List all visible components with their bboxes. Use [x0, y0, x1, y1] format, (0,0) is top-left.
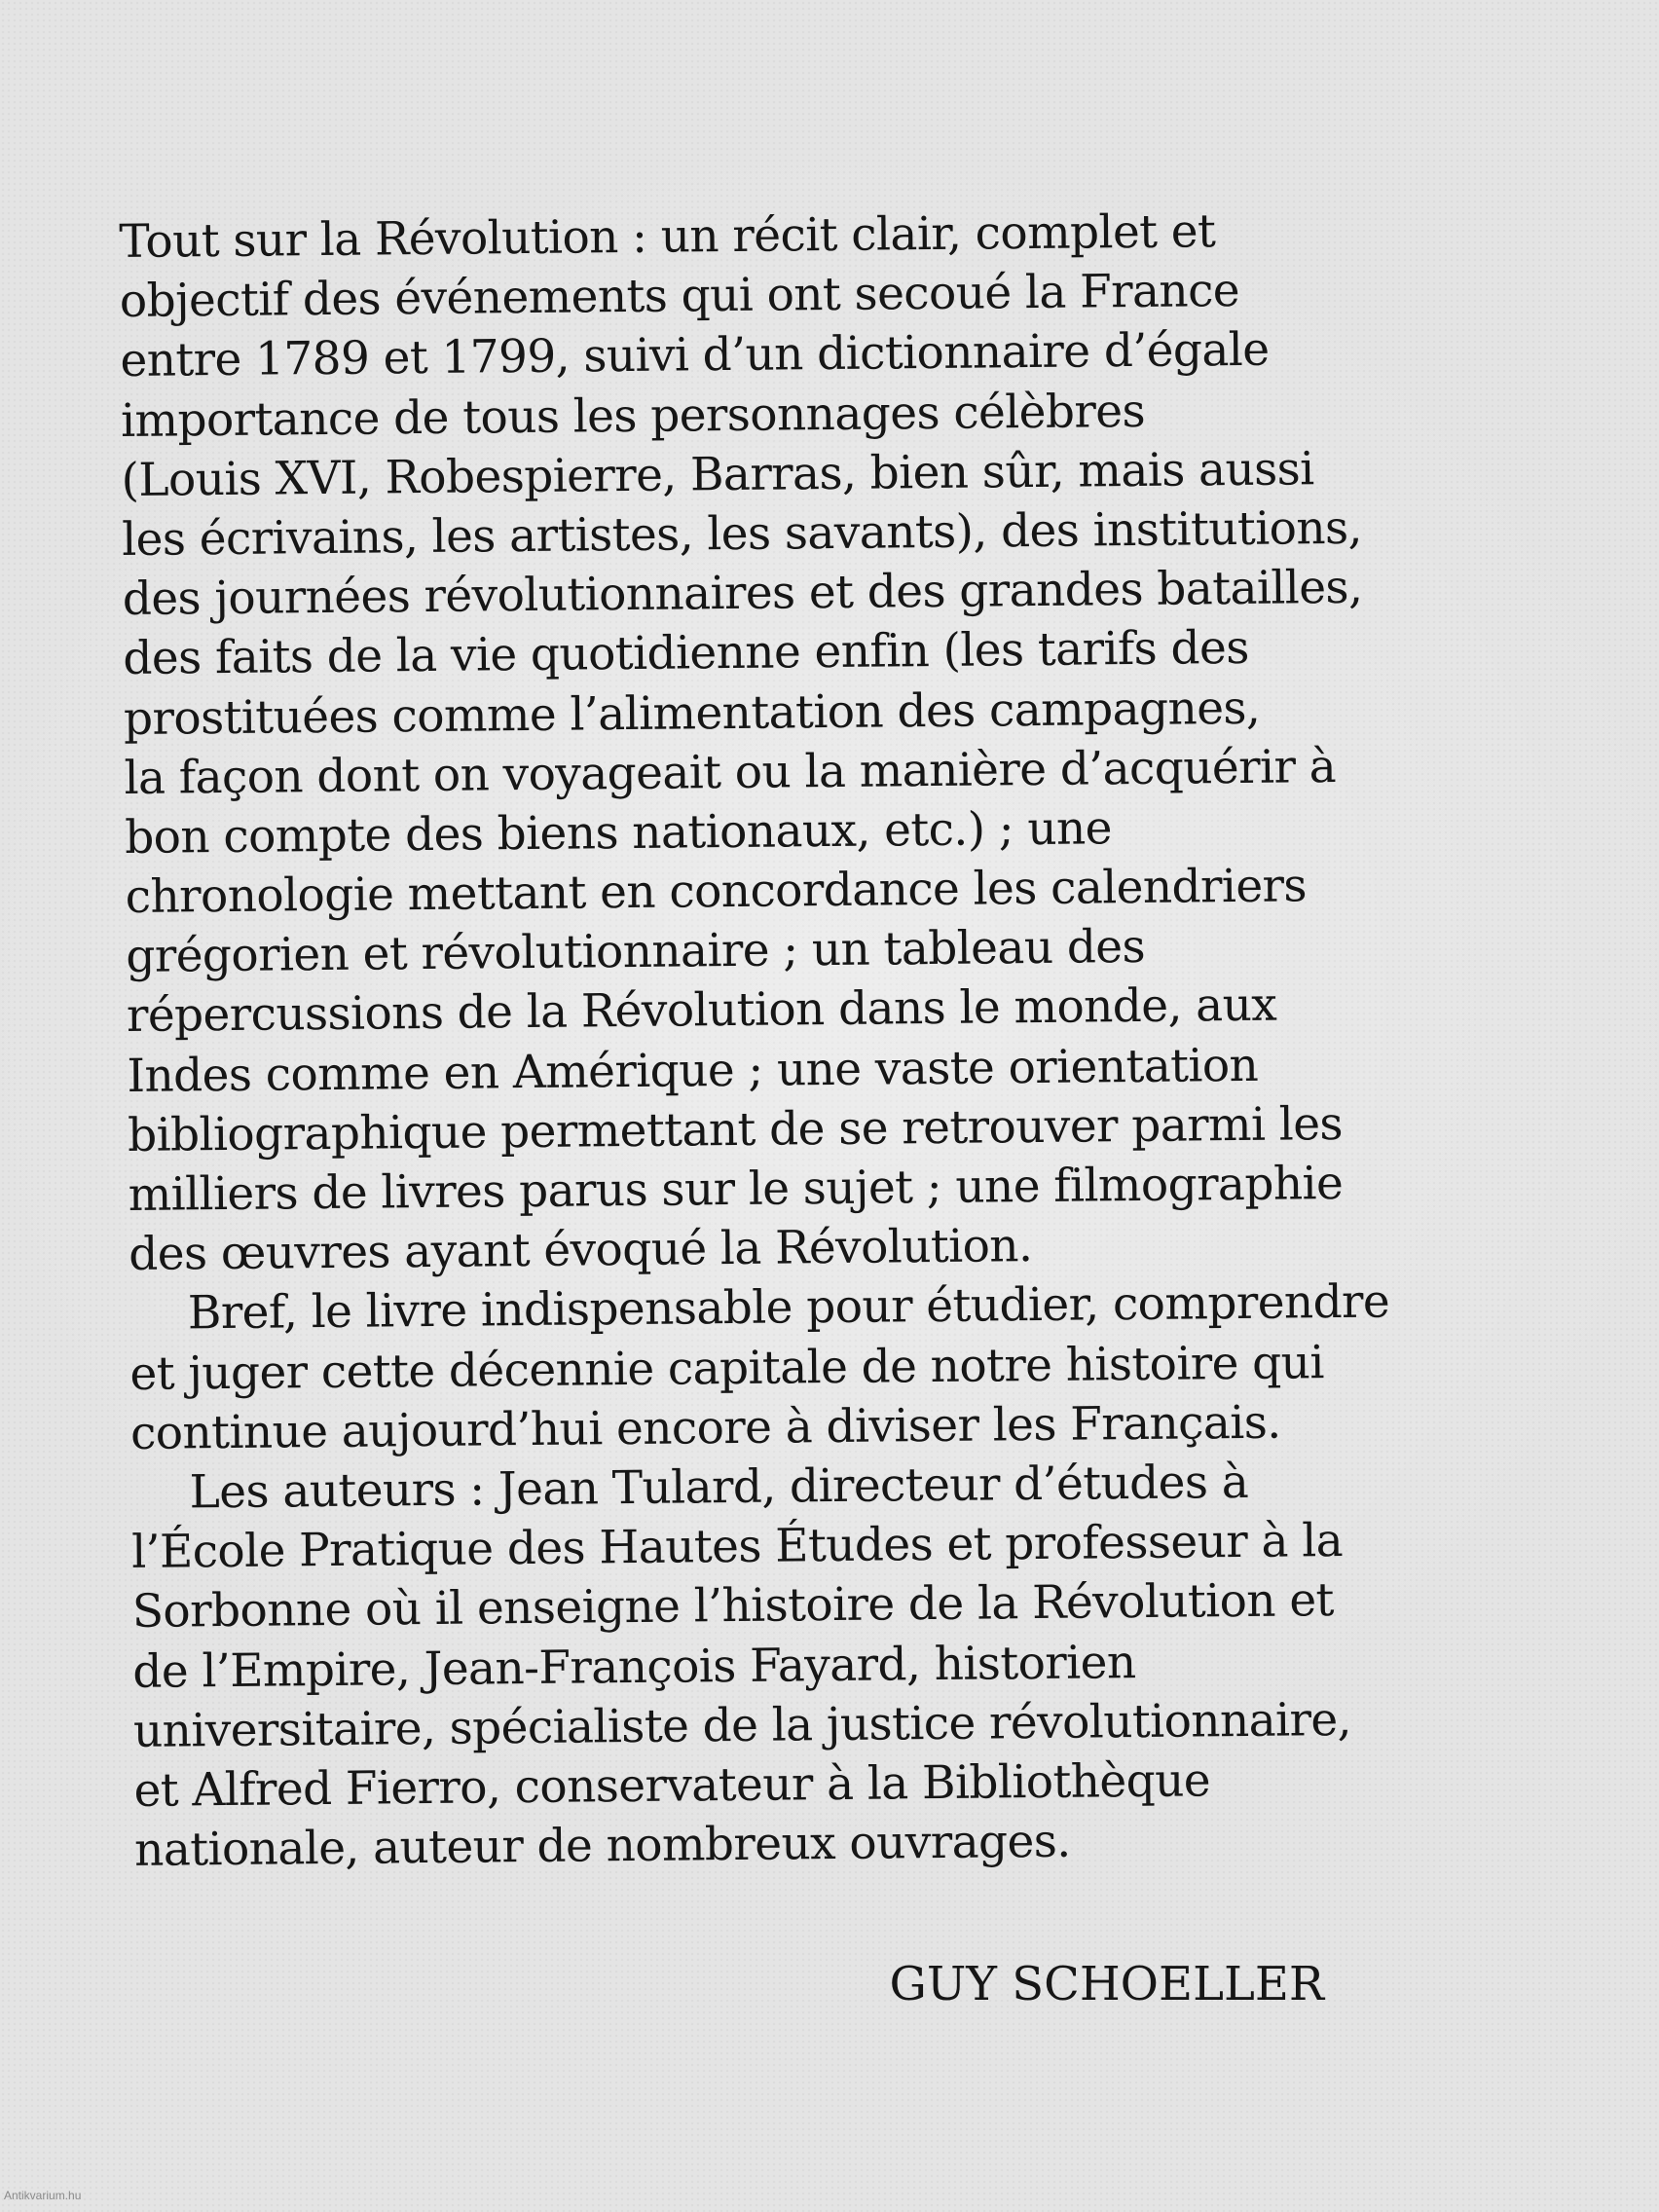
- p1-line-9: prostituées comme l’alimentation des campagnes,: [123, 681, 1261, 746]
- p1-line-6: les écrivains, les artistes, les savants), des institutions,: [121, 500, 1363, 567]
- p1-line-3: entre 1789 et 1799, suivi d’un dictionnaire d’égale: [120, 323, 1270, 388]
- p1-line-10: la façon dont on voyageait ou la manière d’acquérir à: [124, 739, 1337, 805]
- p1-line-2: objectif des événements qui ont secoué la France: [119, 264, 1240, 329]
- p1-line-18: des œuvres ayant évoqué la Révolution.: [129, 1219, 1033, 1282]
- p3-line-4: de l’Empire, Jean-François Fayard, historien: [132, 1635, 1136, 1699]
- p1-line-8: des faits de la vie quotidienne enfin (les tarifs des: [123, 621, 1249, 686]
- watermark: Antikvarium.hu: [4, 2189, 82, 2202]
- p1-line-4: importance de tous les personnages célèbres: [120, 384, 1146, 448]
- p2-line-1: Bref, le livre indispensable pour étudier, comprendre: [187, 1274, 1390, 1341]
- blurb-text: [119, 201, 1390, 1880]
- publisher-name: GUY SCHOELLER: [889, 1957, 1324, 2011]
- p1-line-17: milliers de livres parus sur le sujet ; une filmographie: [128, 1156, 1344, 1222]
- p3-line-2: l’École Pratique des Hautes Études et professeur à la: [130, 1514, 1344, 1580]
- p1-line-15: Indes comme en Amérique ; une vaste orientation: [127, 1038, 1259, 1103]
- p1-line-7: des journées révolutionnaires et des grandes batailles,: [122, 560, 1363, 627]
- p1-line-14: répercussions de la Révolution dans le monde, aux: [126, 978, 1277, 1044]
- p3-line-3: Sorbonne où il enseigne l’histoire de la Révolution et: [131, 1573, 1335, 1640]
- p1-line-11: bon compte des biens nationaux, etc.) ; une: [124, 801, 1113, 865]
- p1-line-1: Tout sur la Révolution : un récit clair, complet et: [119, 204, 1216, 269]
- p1-line-12: chronologie mettant en concordance les calendriers: [125, 859, 1308, 925]
- p2-line-2: et juger cette décennie capitale de notre histoire qui: [129, 1335, 1325, 1401]
- p3-line-5: universitaire, spécialiste de la justice révolutionnaire,: [132, 1692, 1352, 1758]
- p1-line-16: bibliographique permettant de se retrouver parmi les: [127, 1096, 1344, 1162]
- p3-line-7: nationale, auteur de nombreux ouvrages.: [133, 1814, 1071, 1877]
- p3-line-1: Les auteurs : Jean Tulard, directeur d’études à: [189, 1455, 1249, 1520]
- p2-line-3: continue aujourd’hui encore à diviser les Français.: [129, 1395, 1281, 1460]
- p1-line-13: grégorien et révolutionnaire ; un tableau des: [126, 920, 1146, 984]
- p1-line-5: (Louis XVI, Robespierre, Barras, bien sûr, mais aussi: [121, 441, 1314, 507]
- p3-line-6: et Alfred Fierro, conservateur à la Bibliothèque: [133, 1753, 1211, 1818]
